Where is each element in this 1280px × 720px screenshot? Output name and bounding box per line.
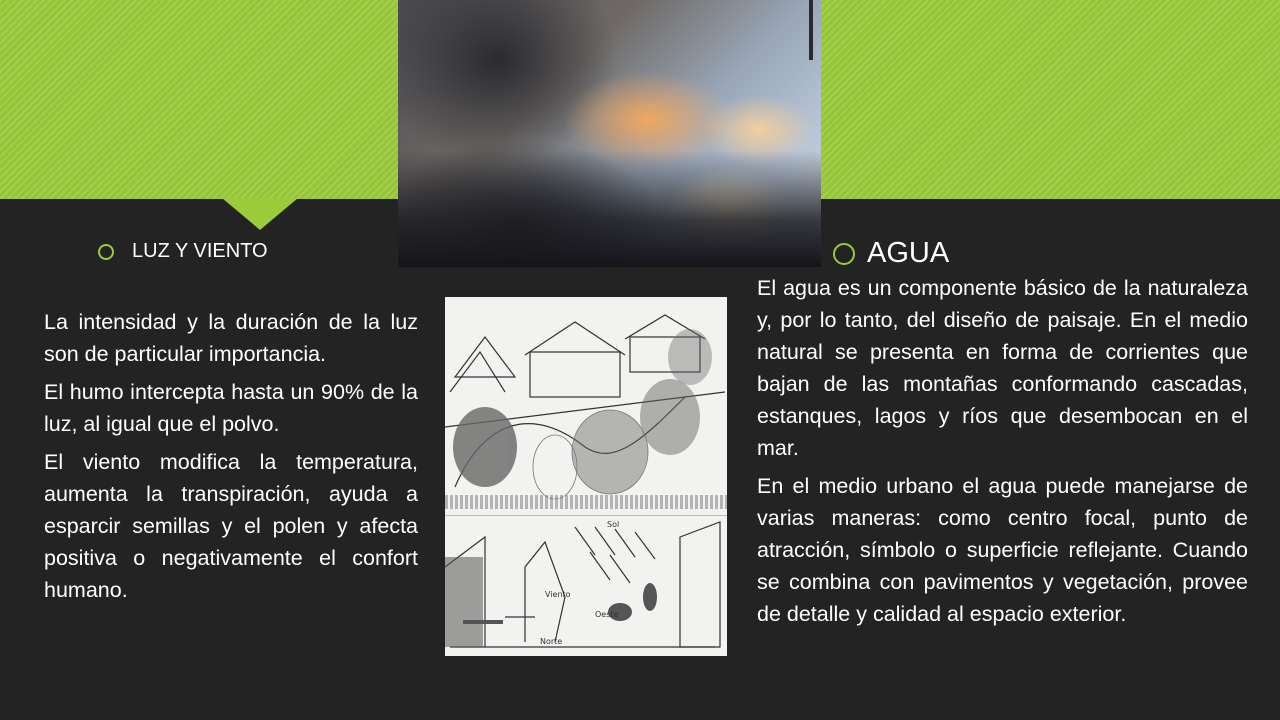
luz-paragraph-3: El viento modifica la temperatura, aumenta la transpiración, ayuda a esparcir semillas y el polen y afecta positiva o negativamente el confort humano. (44, 450, 418, 602)
sketch-label-norte: Norte (540, 637, 563, 646)
landscape-sketch-image (445, 297, 727, 656)
dark-cloud-layer (398, 150, 821, 267)
circle-bullet-icon (98, 244, 114, 260)
heading-agua (833, 237, 949, 270)
sketch-label-sol: Sol (607, 520, 620, 529)
agua-paragraph-1: El agua es un componente básico de la naturaleza y, por lo tanto, del diseño de paisaje. En el medio natural se presenta en forma de corrientes que bajan de las montañas conformando cascadas, estanques, lagos y ríos que desembocan en el mar. (757, 276, 1248, 460)
heading-agua-text: AGUA (867, 237, 950, 269)
sketch-caption-strip (445, 495, 727, 509)
circle-bullet-icon (833, 243, 855, 265)
green-notch (222, 198, 298, 230)
sketch-label-oeste: Oeste (595, 610, 619, 619)
heading-luz-text: LUZ Y VIENTO (132, 240, 268, 262)
heading-luz-y-viento (98, 240, 268, 263)
agua-paragraph-2: En el medio urbano el agua puede manejarse de varias maneras: como centro focal, punto de atracción, símbolo o superficie reflejante. Cuando se combina con pavimentos y vegetación, provee de detalle y calidad al espacio exterior. (757, 474, 1248, 626)
sketch-label-viento: Viento (545, 590, 571, 599)
sketch-drawing (445, 297, 727, 656)
luz-paragraph-1: La intensidad y la duración de la luz son de particular importancia. (44, 310, 418, 366)
sketch-divider (445, 515, 727, 516)
agua-text (757, 272, 1248, 636)
luz-y-viento-text (44, 306, 418, 612)
sunset-sky-photo (398, 0, 821, 267)
luz-paragraph-2: El humo intercepta hasta un 90% de la luz, al igual que el polvo. (44, 380, 418, 436)
antenna-mast (809, 0, 813, 60)
